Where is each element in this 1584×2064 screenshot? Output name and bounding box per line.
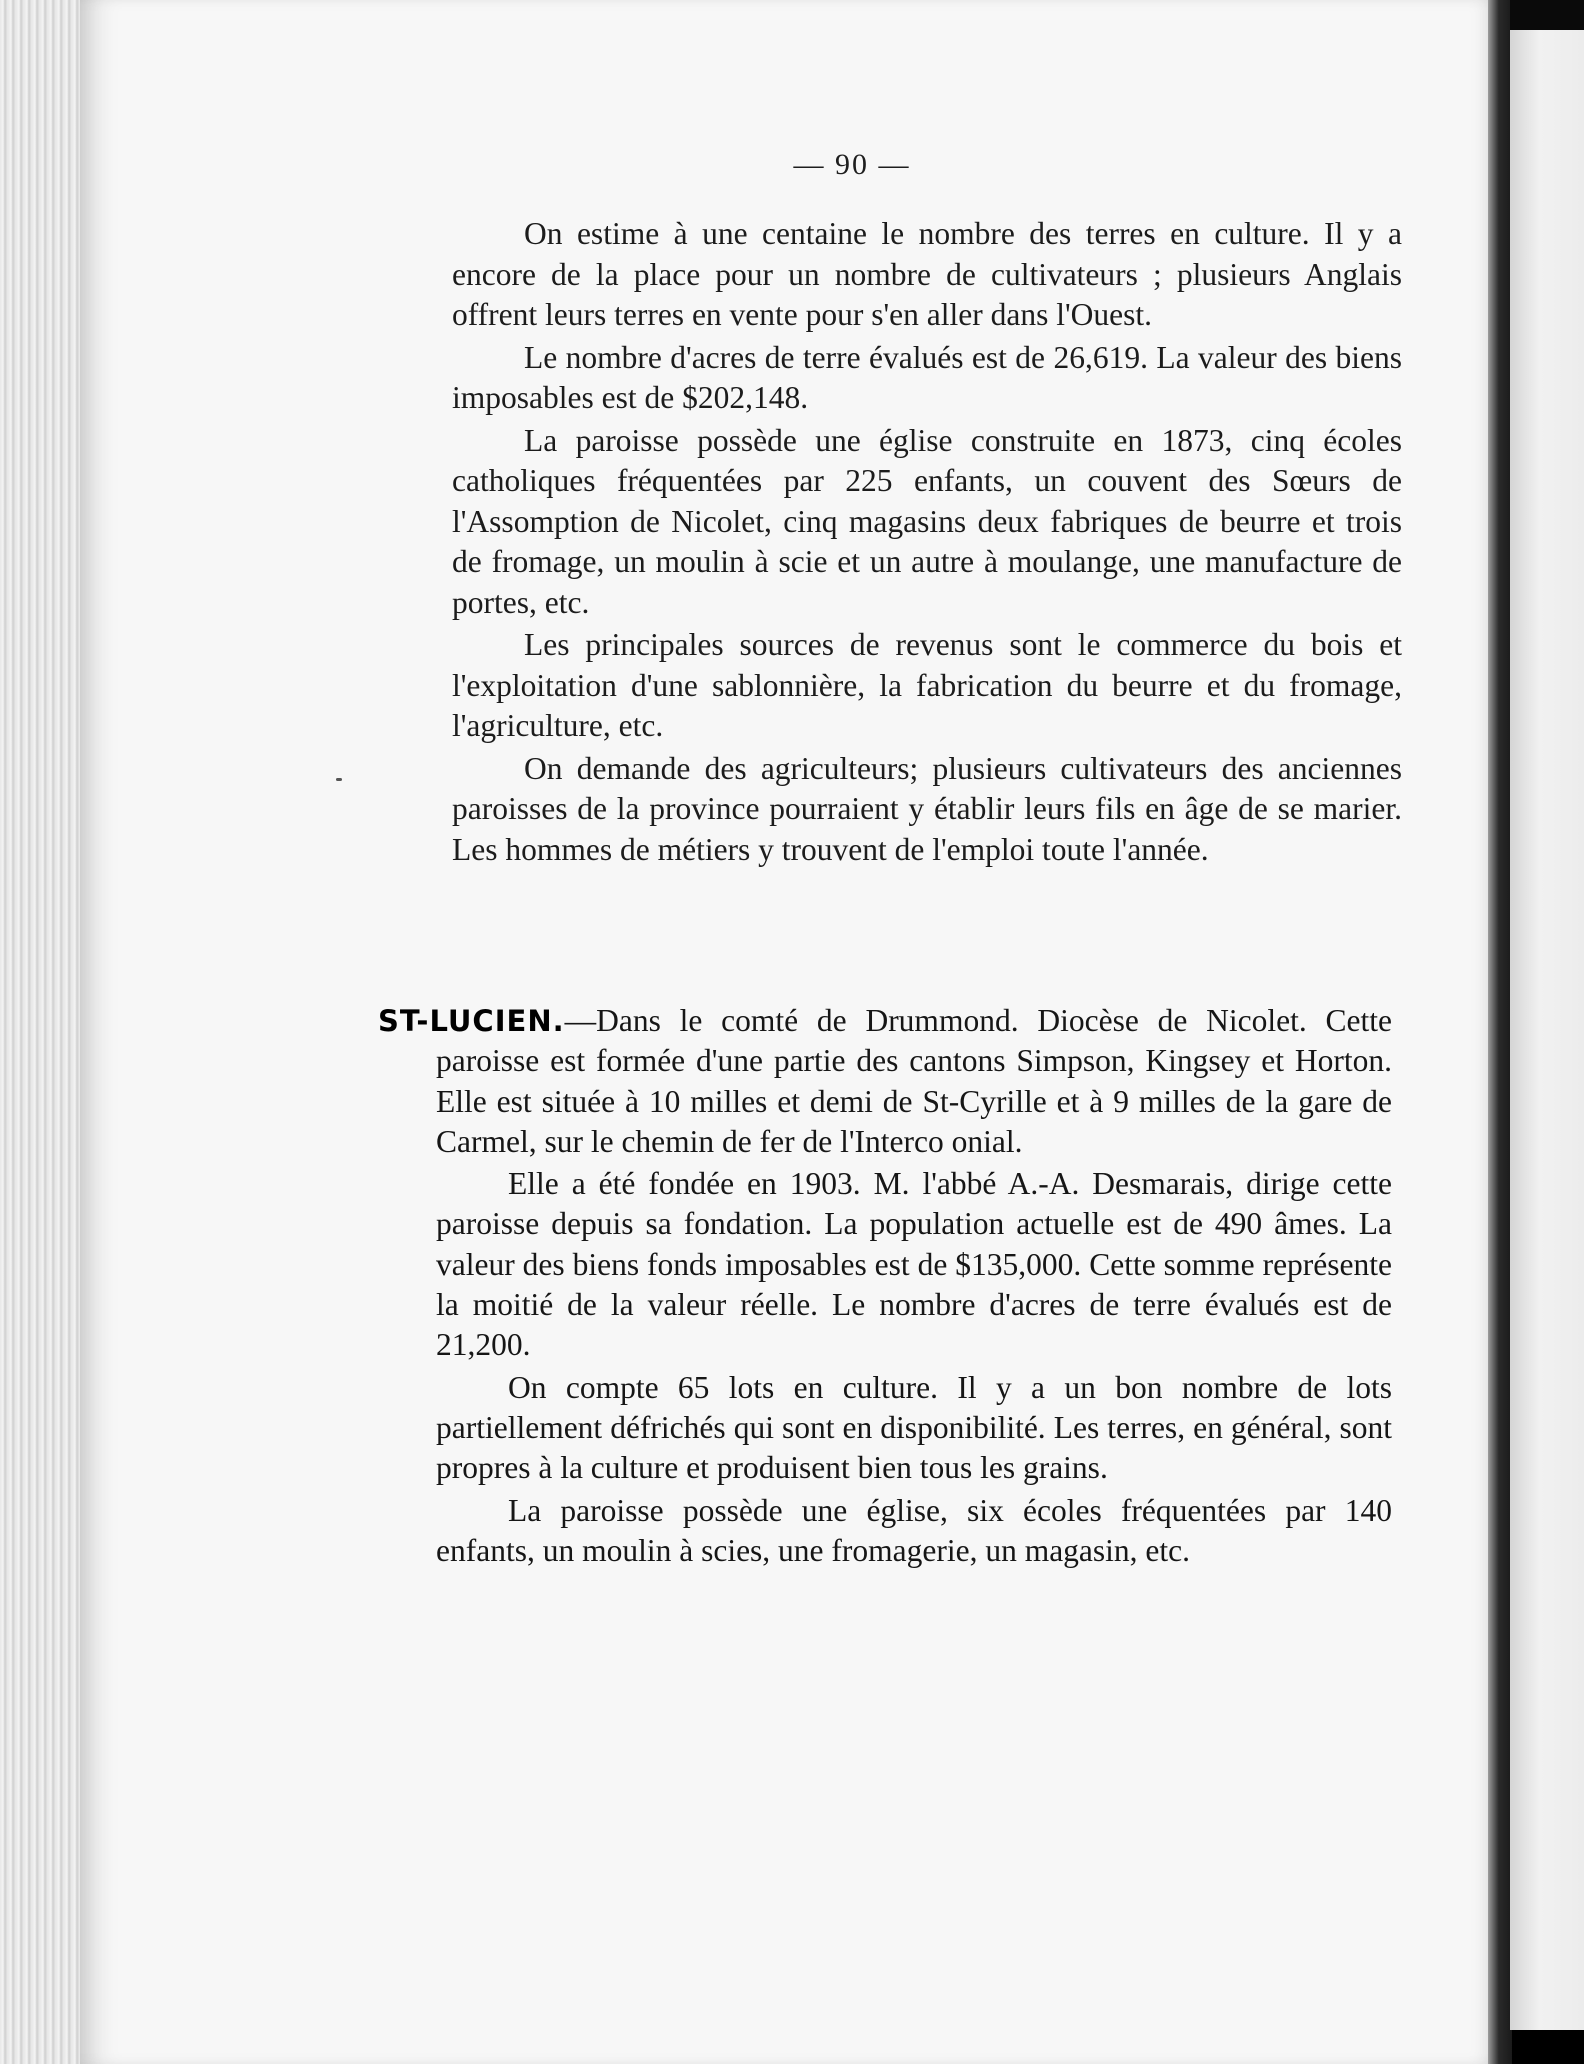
facing-page-edge [1510,30,1584,2030]
paragraph: La paroisse possède une église construite en 1873, cinq écoles catholiques fréquentées par 225 enfants, un couvent des Sœurs de l'Assomption de Nicolet, cinq magasins deux fabriques de beurre et trois de fromage, un moulin à scie et un autre à moulange, une manufacture de portes, etc. [452,422,1402,620]
paragraph: On demande des agriculteurs; plusieurs cultivateurs des anciennes paroisses de la province pourraient y établir leurs fils en âge de se marier. Les hommes de métiers y trouvent de l'emploi toute l'année. [452,750,1402,867]
continued-text [452,214,1402,872]
paragraph: On estime à une centaine le nombre des terres en culture. Il y a encore de la place pour un nombre de cultivateurs ; plusieurs Anglais offrent leurs terres en vente pour s'en aller dans l'Ouest. [452,216,1402,332]
page-number: — 90 — [793,148,911,181]
paragraph: La paroisse possède une église, six écoles fréquentées par 140 enfants, un moulin à scies, une fromagerie, un magasin, etc. [436,1492,1392,1568]
paragraph: Le nombre d'acres de terre évalués est de 26,619. La valeur des biens imposables est de $202,148. [452,339,1402,415]
entry-first-paragraph [378,1001,1392,1162]
paragraph: Elle a été fondée en 1903. M. l'abbé A.-A. Desmarais, dirige cette paroisse depuis sa fondation. La population actuelle est de 490 âmes. La valeur des biens fonds imposables est de $135,000. Cette somme représente la moitié de la valeur réelle. Le nombre d'acres de terre évalués est de 21,200. [436,1166,1392,1363]
ink-speck [336,778,342,781]
paragraph: On compte 65 lots en culture. Il y a un bon nombre de lots partiellement défrichés qui sont en disponibilité. Les terres, en général, sont propres à la culture et produisent bien tous les grains. [436,1369,1392,1486]
entry-intro-text: —Dans le comté de Drummond. Diocèse de Nicolet. Cette paroisse est formée d'une partie des cantons Simpson, Kingsey et Horton. Elle est située à 10 milles et demi de St-Cyrille et à 9 milles de la gare de Carmel, sur le chemin de fer de l'Interco onial. [436,1003,1392,1159]
scan-border [1510,0,1584,30]
book-gutter [1488,0,1512,2064]
entry-st-lucien [378,1001,1392,1573]
paragraph: Les principales sources de revenus sont le commerce du bois et l'exploitation d'une sablonnière, la fabrication du beurre et du fromage, l'agriculture, etc. [452,627,1402,743]
entry-title: ST-LUCIEN. [378,1004,565,1038]
